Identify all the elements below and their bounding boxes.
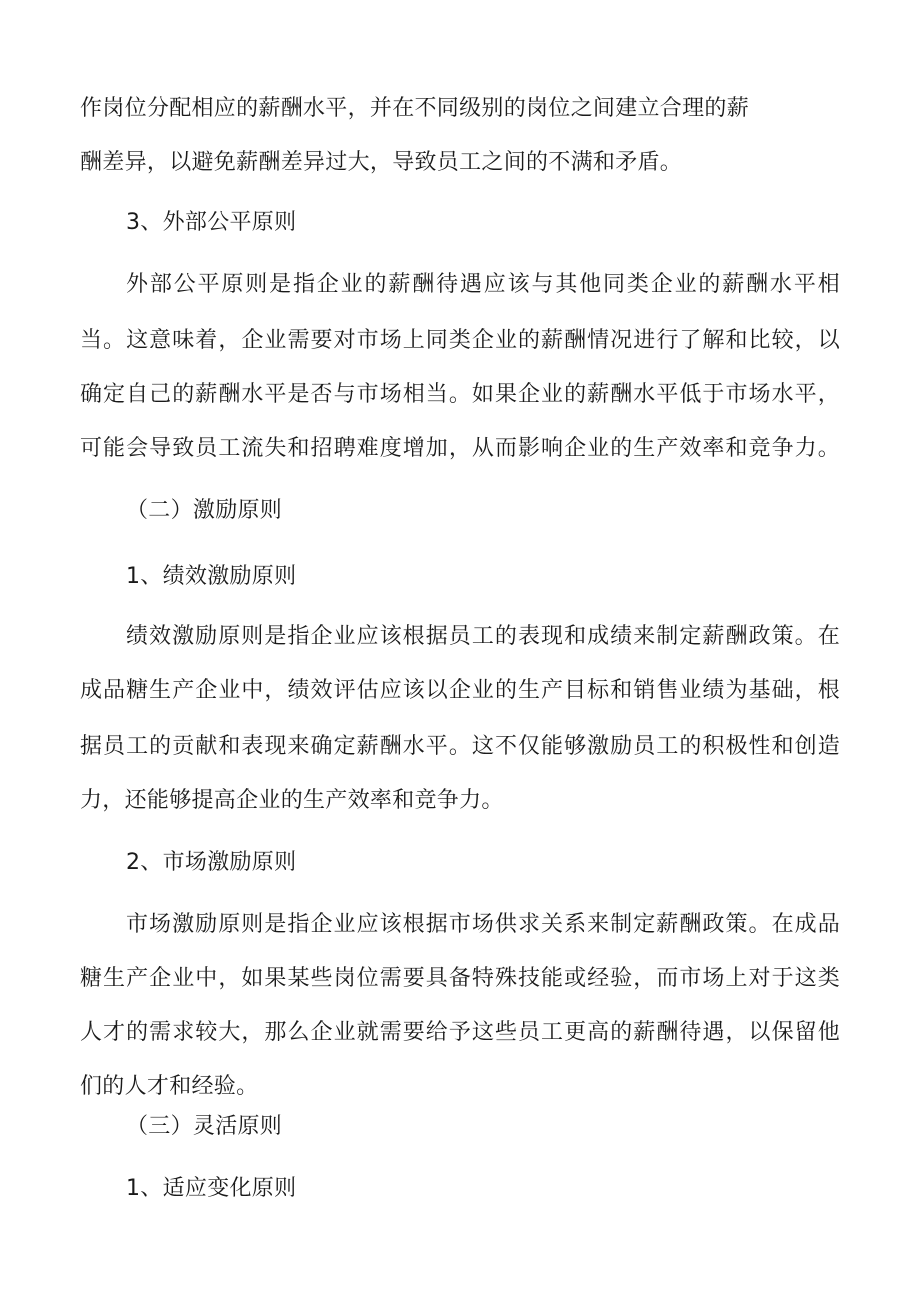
section-heading-incentive: （二）激励原则 [126, 498, 283, 523]
paragraph-line: 成品糖生产企业中，绩效评估应该以企业的生产目标和销售业绩为基础，根 [80, 678, 840, 703]
paragraph-line: 确定自己的薪酬水平是否与市场相当。如果企业的薪酬水平低于市场水平， [80, 382, 840, 407]
paragraph-line: 据员工的贡献和表现来确定薪酬水平。这不仅能够激励员工的积极性和创造 [80, 734, 840, 759]
paragraph-line: 们的人才和经验。 [80, 1074, 259, 1099]
paragraph-line: 外部公平原则是指企业的薪酬待遇应该与其他同类企业的薪酬水平相 [126, 272, 840, 297]
paragraph-line: 市场激励原则是指企业应该根据市场供求关系来制定薪酬政策。在成品 [126, 912, 840, 937]
heading-performance: 1、绩效激励原则 [126, 564, 297, 589]
paragraph-line: 绩效激励原则是指企业应该根据员工的表现和成绩来制定薪酬政策。在 [126, 624, 840, 649]
heading-adapt: 1、适应变化原则 [126, 1176, 297, 1201]
paragraph-line: 糖生产企业中，如果某些岗位需要具备特殊技能或经验，而市场上对于这类 [80, 966, 840, 991]
heading-market: 2、市场激励原则 [126, 850, 297, 875]
paragraph-line: 当。这意味着，企业需要对市场上同类企业的薪酬情况进行了解和比较，以 [80, 328, 840, 353]
heading-external-fairness: 3、外部公平原则 [126, 210, 297, 235]
paragraph-line: 可能会导致员工流失和招聘难度增加，从而影响企业的生产效率和竞争力。 [80, 436, 840, 461]
paragraph-line: 力，还能够提高企业的生产效率和竞争力。 [80, 788, 504, 813]
paragraph-line: 作岗位分配相应的薪酬水平，并在不同级别的岗位之间建立合理的薪 [80, 96, 750, 121]
paragraph-line: 人才的需求较大，那么企业就需要给予这些员工更高的薪酬待遇，以保留他 [80, 1020, 840, 1045]
paragraph-line: 酬差异，以避免薪酬差异过大，导致员工之间的不满和矛盾。 [80, 150, 683, 175]
section-heading-flexibility: （三）灵活原则 [126, 1114, 283, 1139]
